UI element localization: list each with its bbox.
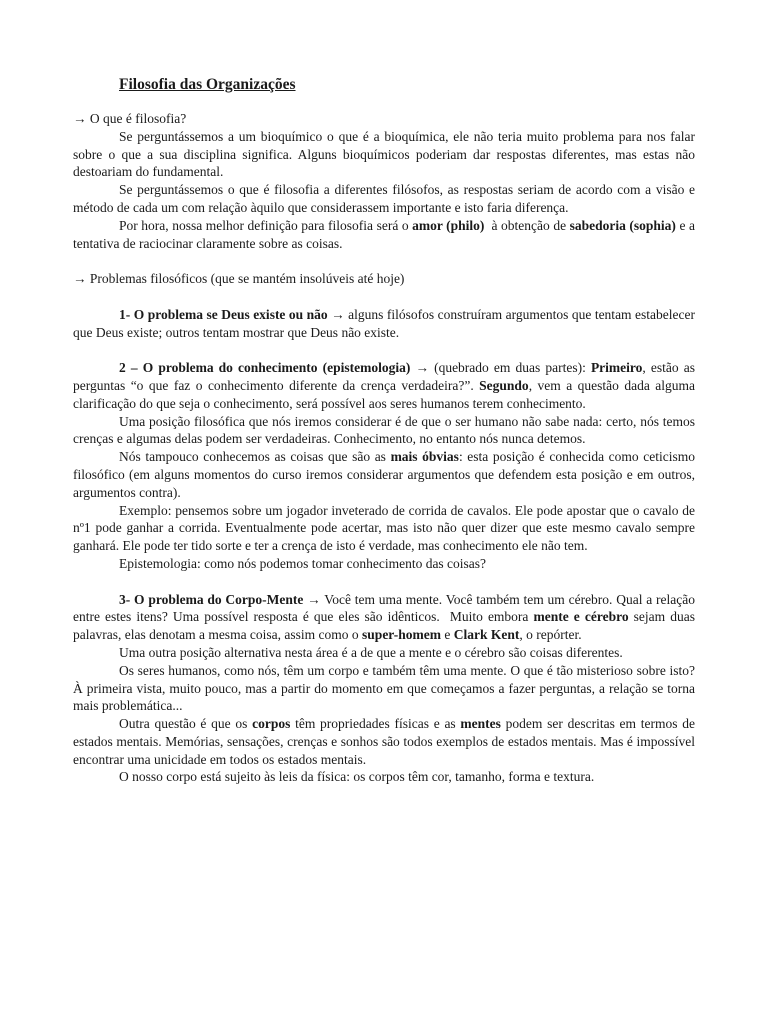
paragraph-problema-conhecimento (73, 359, 695, 412)
text-run: alguns filósofos construíram argumentos que tentam estabelecer que Deus existe; outros tentam mostrar que Deus não existe. (73, 306, 695, 340)
text-run: (quebrado em duas partes): (428, 360, 591, 376)
text-run: , vem a questão dada alguma clarificação do que seja o conhecimento, será possível aos seres humanos terem conhecimento. (73, 377, 695, 411)
paragraph-posicao-alternativa: Uma outra posição alternativa nesta área é a de que a mente e o cérebro são coisas diferentes. (119, 644, 623, 660)
text-run: Você tem uma mente. Você também tem um cérebro. Qual a relação entre estes itens? Uma possível resposta é que eles são idênticos. Muito embora (73, 591, 699, 625)
term-super-homem: super-homem (362, 627, 442, 643)
text-run: e (441, 627, 454, 643)
document-body (73, 110, 699, 786)
text-run: , estão as perguntas “o que faz o conhecimento diferente da crença verdadeira?”. (73, 360, 695, 393)
problem-label-corpo-mente: 3- O problema do Corpo-Mente → (119, 591, 321, 607)
problem-label-deus: 1- O problema se Deus existe ou não → (119, 306, 345, 322)
paragraph-ceticismo (73, 448, 695, 501)
term-mente-cerebro: mente e cérebro (533, 609, 629, 625)
paragraph-leis-fisica: O nosso corpo está sujeito às leis da física: os corpos têm cor, tamanho, forma e textura. (119, 769, 595, 785)
paragraph-bioquimico: Se perguntássemos a um bioquímico o que é a bioquímica, ele não teria muito problema para nos falar sobre o que a sua disciplina significa. Alguns bioquímicos poderiam dar respostas diferentes, mas estas não destoariam do fundamental. (73, 128, 695, 180)
text-run: têm propriedades físicas e as (290, 716, 461, 732)
paragraph-problema-deus (73, 306, 695, 342)
document-title: Filosofia das Organizações (119, 76, 296, 93)
paragraph-filosofos: Se perguntássemos o que é filosofia a diferentes filósofos, as respostas seriam de acordo com a visão e método de cada um com relação àquilo que considerassem importante e isto faria diferença. (73, 182, 695, 215)
text-run: : esta posição é conhecida como ceticismo filosófico (em alguns momentos do curso iremos considerar argumentos que defendem esta posição e em outros, argumentos contra). (73, 449, 696, 500)
text-run: sejam duas palavras, elas denotam a mesma coisa, assim como o (73, 609, 695, 643)
term-primeiro: Primeiro (590, 360, 643, 376)
term-segundo: Segundo (479, 377, 529, 393)
problem-label-conhecimento: 2 – O problema do conhecimento (epistemologia) → (119, 360, 429, 376)
section-heading-o-que-e: → O que é filosofia? (73, 111, 187, 126)
term-mais-obvias: mais óbvias (390, 449, 459, 465)
term-sabedoria: sabedoria (sophia) (569, 217, 676, 233)
term-clark-kent: Clark Kent (453, 627, 520, 643)
paragraph-problema-corpo-mente (73, 591, 699, 644)
paragraph-definicao (73, 217, 695, 253)
text-run: Nós tampouco conhecemos as coisas que são as (119, 449, 391, 465)
text-run: , o repórter. (519, 627, 582, 643)
term-corpos: corpos (252, 716, 291, 732)
term-mentes: mentes (460, 716, 501, 732)
paragraph-epistemologia: Epistemologia: como nós podemos tomar conhecimento das coisas? (119, 555, 487, 571)
paragraph-corpos-mentes (73, 715, 695, 768)
paragraph-exemplo-cavalos: Exemplo: pensemos sobre um jogador inveterado de corrida de cavalos. Ele pode apostar que o cavalo de nº1 pode ganhar a corrida. Eventualmente pode acertar, mas isto não quer dizer que este mesmo cavalo sempre ganhará. Ele pode ter tido sorte e ter a crença de isto é verdade, mas conhecimento ele não tem. (73, 502, 695, 554)
text-run: Outra questão é que os (119, 716, 253, 732)
text-run: podem ser descritas em termos de estados mentais. Memórias, sensações, crenças e sonhos são todos exemplos de estados mentais. Mas é impossível encontrar uma unicidade em todos os estados mentais. (73, 716, 695, 767)
text-run: Por hora, nossa melhor definição para filosofia será o (119, 217, 413, 233)
term-amor: amor (philo) (412, 217, 485, 233)
text-run: e a tentativa de raciocinar claramente sobre as coisas. (73, 217, 695, 251)
paragraph-seres-humanos: Os seres humanos, como nós, têm um corpo e também têm uma mente. O que é tão misterioso sobre isto? À primeira vista, muito pouco, mas a partir do momento em que começamos a fazer perguntas, a relação se torna mais problemática... (73, 662, 695, 714)
text-run: à obtenção de (484, 217, 570, 233)
paragraph-posicao-filosofica: Uma posição filosófica que nós iremos considerar é de que o ser humano não sabe nada: certo, nós temos crenças e algumas delas podem ser verdadeiras. Conhecimento, no entanto nós nunca detemos. (73, 413, 695, 447)
section-heading-problemas: → Problemas filosóficos (que se mantém insolúveis até hoje) (73, 271, 405, 287)
